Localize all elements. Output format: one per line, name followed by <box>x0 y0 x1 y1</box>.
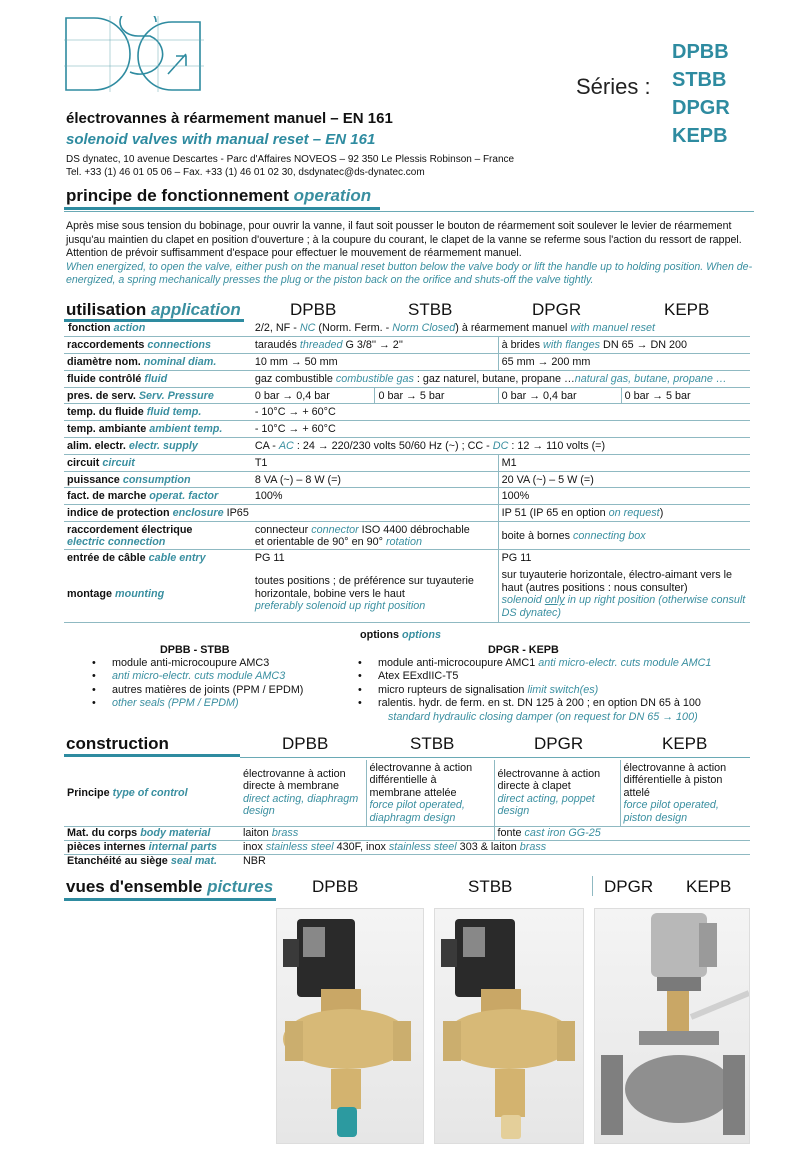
series-item: STBB <box>672 69 727 91</box>
picture-label: STBB <box>468 877 513 896</box>
column-header: KEPB <box>662 734 708 753</box>
series-label: Séries : <box>576 74 651 99</box>
list-item: • module anti-microcoupure AMC1 anti micro-electr. cuts module AMC1 <box>350 657 770 670</box>
column-header: DPBB <box>282 734 329 753</box>
picture-label: DPBB <box>312 877 359 896</box>
section-divider <box>64 754 240 757</box>
table-row: circuit circuit T1 M1 <box>64 454 750 471</box>
table-row: temp. ambiante ambient temp. - 10°C → + 60°C <box>64 421 750 438</box>
application-section-title: utilisation application <box>66 300 241 319</box>
pictures-section-title: vues d'ensemble pictures <box>66 877 274 896</box>
table-row: Principe type of control électrovanne à action directe à membrane direct acting, diaphragm design électrovanne à action différentielle à membrane attelée force pilot operated, diaphragm design électrovanne à action directe à clapet direct acting, poppet design électrovanne à action différentielle à piston attelé force pilot operated, piston design <box>64 760 750 826</box>
column-header: STBB <box>410 734 455 753</box>
photo-dpbb <box>276 908 424 1144</box>
section-divider <box>64 898 276 901</box>
table-row: puissance consumption 8 VA (~) – 8 W (=) 20 VA (~) – 5 W (=) <box>64 471 750 488</box>
options-right-title: DPGR - KEPB <box>488 644 559 656</box>
options-title: options options <box>360 629 441 641</box>
table-row: Mat. du corps body material laiton brass fonte cast iron GG-25 <box>64 826 750 840</box>
list-item: • micro rupteurs de signalisation limit switch(es) <box>350 684 770 697</box>
table-row: diamètre nom. nominal diam. 10 mm → 50 mm 65 mm → 200 mm <box>64 354 750 371</box>
construction-section-title: construction <box>66 734 169 753</box>
company-contact: Tel. +33 (1) 46 01 05 06 – Fax. +33 (1) 46 01 02 30, dsdynatec@ds-dynatec.com <box>66 167 425 178</box>
table-row: fonction action 2/2, NF - NC (Norm. Ferm. - Norm Closed) à réarmement manuel with manuel reset <box>64 320 750 337</box>
ds-dynatec-logo <box>64 16 204 92</box>
list-item: • module anti-microcoupure AMC3 <box>84 657 354 670</box>
series-item: KEPB <box>672 125 728 147</box>
column-header: DPBB <box>290 300 337 319</box>
options-left-title: DPBB - STBB <box>160 644 230 656</box>
table-row: alim. electr. electr. supply CA - AC : 24 → 220/230 volts 50/60 Hz (~) ; CC - DC : 12 → 110 volts (=) <box>64 438 750 455</box>
table-row: raccordements connections taraudés threaded G 3/8'' → 2'' à brides with flanges DN 65 → DN 200 <box>64 337 750 354</box>
series-list <box>672 38 730 150</box>
table-row: indice de protection enclosure IP65 IP 51 (IP 65 en option on request) <box>64 505 750 522</box>
table-row: Etanchéité au siège seal mat. NBR <box>67 855 266 868</box>
options-left-list <box>84 657 354 711</box>
picture-label: DPGR <box>604 877 654 896</box>
list-item: • ralentis. hydr. de ferm. en st. DN 125 à 200 ; en option DN 65 à 100 <box>350 697 770 710</box>
photo-dpgr-kepb <box>594 908 750 1144</box>
picture-label: KEPB <box>686 877 732 896</box>
operation-section-title: principe de fonctionnement operation <box>66 186 372 205</box>
table-row: fluide contrôlé fluid gaz combustible combustible gas : gaz naturel, butane, propane …natural gas, butane, propane … <box>64 370 750 387</box>
column-header: KEPB <box>664 300 710 319</box>
construction-table <box>64 760 750 868</box>
list-item: • anti micro-electr. cuts module AMC3 <box>84 670 354 683</box>
valve-dpbb-image <box>277 909 424 1144</box>
list-item: • other seals (PPM / EPDM) <box>84 697 354 710</box>
table-row: entrée de câble cable entry PG 11 PG 11 <box>64 550 750 567</box>
table-row: montage mounting toutes positions ; de préférence sur tuyauterie horizontale, bobine vers le haut preferably solenoid up right position sur tuyauterie horizontale, électro-aimant vers le haut (autres positions : nous consulter) solenoid only in up right position (otherwise consult DS dynatec) <box>64 566 750 622</box>
operation-description: Après mise sous tension du bobinage, pour ouvrir la vanne, il faut soit pousser le bouton de réarmement soit soulever le levier de réarmement jusqu'au maintien du clapet en position d'ouverture ; à la coupure du courant, le clapet de la vanne se referme sous l'action du ressort de rappel. Attention de prévoir suffisamment d'espace pour effectuer le mouvement de réarmement manuel. When energized, to open the valve, either push on the manual reset button below the valve body or lift the handle up to holding position. When de-energized, a spring mechanically presses the plug or the piston back on the orifice and shuts-off the valve tightly. <box>66 220 753 286</box>
valve-stbb-image <box>435 909 584 1144</box>
table-row: temp. du fluide fluid temp. - 10°C → + 60°C <box>64 404 750 421</box>
picture-divider <box>592 876 593 896</box>
column-header: DPGR <box>532 300 582 319</box>
list-item: • autres matières de joints (PPM / EPDM) <box>84 684 354 697</box>
table-row: fact. de marche operat. factor 100% 100% <box>64 488 750 505</box>
table-row: pièces internes internal parts inox stainless steel 430F, inox stainless steel 303 & laiton brass <box>64 840 750 854</box>
list-item: • Atex EExdIIC-T5 <box>350 670 770 683</box>
page-title: électrovannes à réarmement manuel – EN 161 <box>66 110 393 127</box>
options-damper-note: standard hydraulic closing damper (on request for DN 65 → 100) <box>388 711 698 723</box>
page-subtitle: solenoid valves with manual reset – EN 161 <box>66 131 376 148</box>
column-header: DPGR <box>534 734 584 753</box>
table-row: raccordement électrique electric connection connecteur connector ISO 4400 débrochable et orientable de 90° en 90° rotation boite à bornes connecting box <box>64 522 750 550</box>
application-table <box>64 320 750 623</box>
section-divider <box>64 211 754 212</box>
photo-stbb <box>434 908 584 1144</box>
section-divider <box>240 757 750 758</box>
section-divider <box>64 207 380 210</box>
table-row: pres. de serv. Serv. Pressure 0 bar → 0,4 bar 0 bar → 5 bar 0 bar → 0,4 bar 0 bar → 5 bar <box>64 387 750 404</box>
options-right-list <box>350 657 770 711</box>
company-address: DS dynatec, 10 avenue Descartes - Parc d'Affaires NOVEOS – 92 350 Le Plessis Robinson – France <box>66 154 515 165</box>
valve-kepb-image <box>595 909 750 1144</box>
column-header: STBB <box>408 300 453 319</box>
series-item: DPBB <box>672 41 729 63</box>
series-item: DPGR <box>672 97 730 119</box>
